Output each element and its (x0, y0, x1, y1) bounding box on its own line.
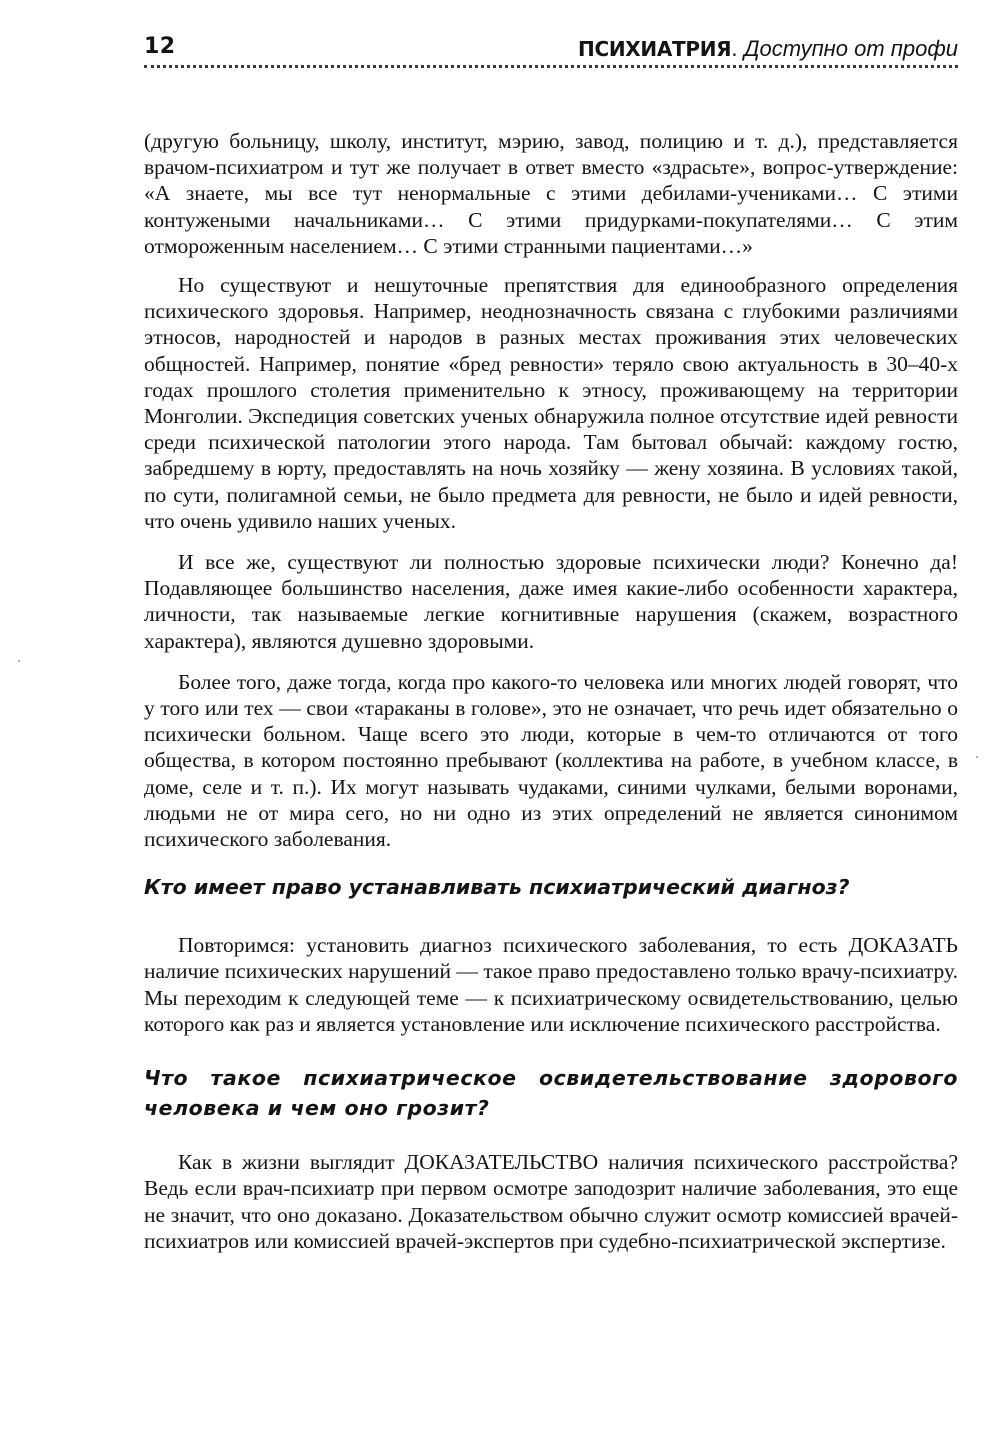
page-body (144, 128, 958, 1254)
paragraph-eccentrics: Более того, даже тогда, когда про какого-то человека или многих людей говорят, что у того или тех — свои «тараканы в голове», это не означает, что речь идет обязательно о психически больном. Чаще всего это люди, которые в чем-то отличаются от того общества, в котором постоянно пребывают (коллектива на работе, в учебном классе, в доме, селе и т. п.). Их могут называть чудаками, синими чулками, белыми воронами, людьми не от мира сего, но ни одно из этих определений не является синонимом психического заболевания. (144, 669, 958, 852)
book-title-italic: Доступно от профи (744, 36, 958, 61)
paragraph-continuation: (другую больницу, школу, институт, мэрию, завод, полицию и т. д.), представляется врачом-психиатром и тут же получает в ответ вместо «здрасьте», вопрос-утверждение: «А знаете, мы все тут ненормальные с этими дебилами-учениками… С этими контужеными начальниками… С этими придурками-покупателями… С этим отмороженным населением… С этими странными пациентами…» (144, 129, 958, 258)
header-dotted-rule (144, 65, 958, 68)
paragraph-proof: Как в жизни выглядит ДОКАЗАТЕЛЬСТВО наличия психического расстройства? Ведь если врач-психиатр при первом осмотре заподозрит наличие заболевания, это еще не значит, что оно доказано. Доказательством обычно служит осмотр комиссией врачей-психиатров или комиссией врачей-экспертов при судебно-психиатрической экспертизе. (144, 1150, 958, 1253)
paragraph-psychiatrist-only: Повторимся: установить диагноз психического заболевания, то есть ДОКАЗАТЬ наличие психических нарушений — такое право предоставлено только врачу-психиатру. Мы переходим к следующей теме — к психиатрическому освидетельствованию, целью которого как раз и является установление или исключение психического расстройства. (144, 933, 958, 1036)
section-heading-examination: Что такое психиатрическое освидетельствование здорового человека и чем оно грозит? (144, 1066, 958, 1121)
book-title-bold: ПСИХИАТРИЯ (578, 37, 732, 61)
section-heading-diagnosis-right: Кто имеет право устанавливать психиатрический диагноз? (144, 875, 850, 900)
paragraph-healthy-people: И все же, существуют ли полностью здоровые психически люди? Конечно да! Подавляющее большинство населения, даже имея какие-либо особенности характера, личности, так называемые легкие когнитивные нарушения (скажем, возрастного характера), являются душевно здоровыми. (144, 550, 958, 653)
paragraph-ethnic-differences: Но существуют и нешуточные препятствия для единообразного определения психического здоровья. Например, неоднозначность связана с глубокими различиями этносов, народностей и народов в разных местах проживания этих человеческих общностей. Например, понятие «бред ревности» теряло свою актуальность в 30–40-х годах прошлого столетия применительно к этносу, проживающему на территории Монголии. Экспедиция советских ученых обнаружила полное отсутствие идей ревности среди психической патологии этого народа. Там бытовал обычай: каждому гостю, забредшему в юрту, предоставлять на ночь хозяйку — жену хозяина. В условиях такой, по сути, полигамной семьи, не было предмета для ревности, не было и идей ревности, что очень удивило наших ученых. (144, 273, 958, 533)
book-title (578, 36, 958, 62)
scan-speck (18, 660, 20, 662)
book-title-separator: . (731, 37, 744, 61)
scan-speck (976, 756, 978, 758)
page-number: 12 (144, 34, 176, 59)
running-header (144, 32, 958, 68)
